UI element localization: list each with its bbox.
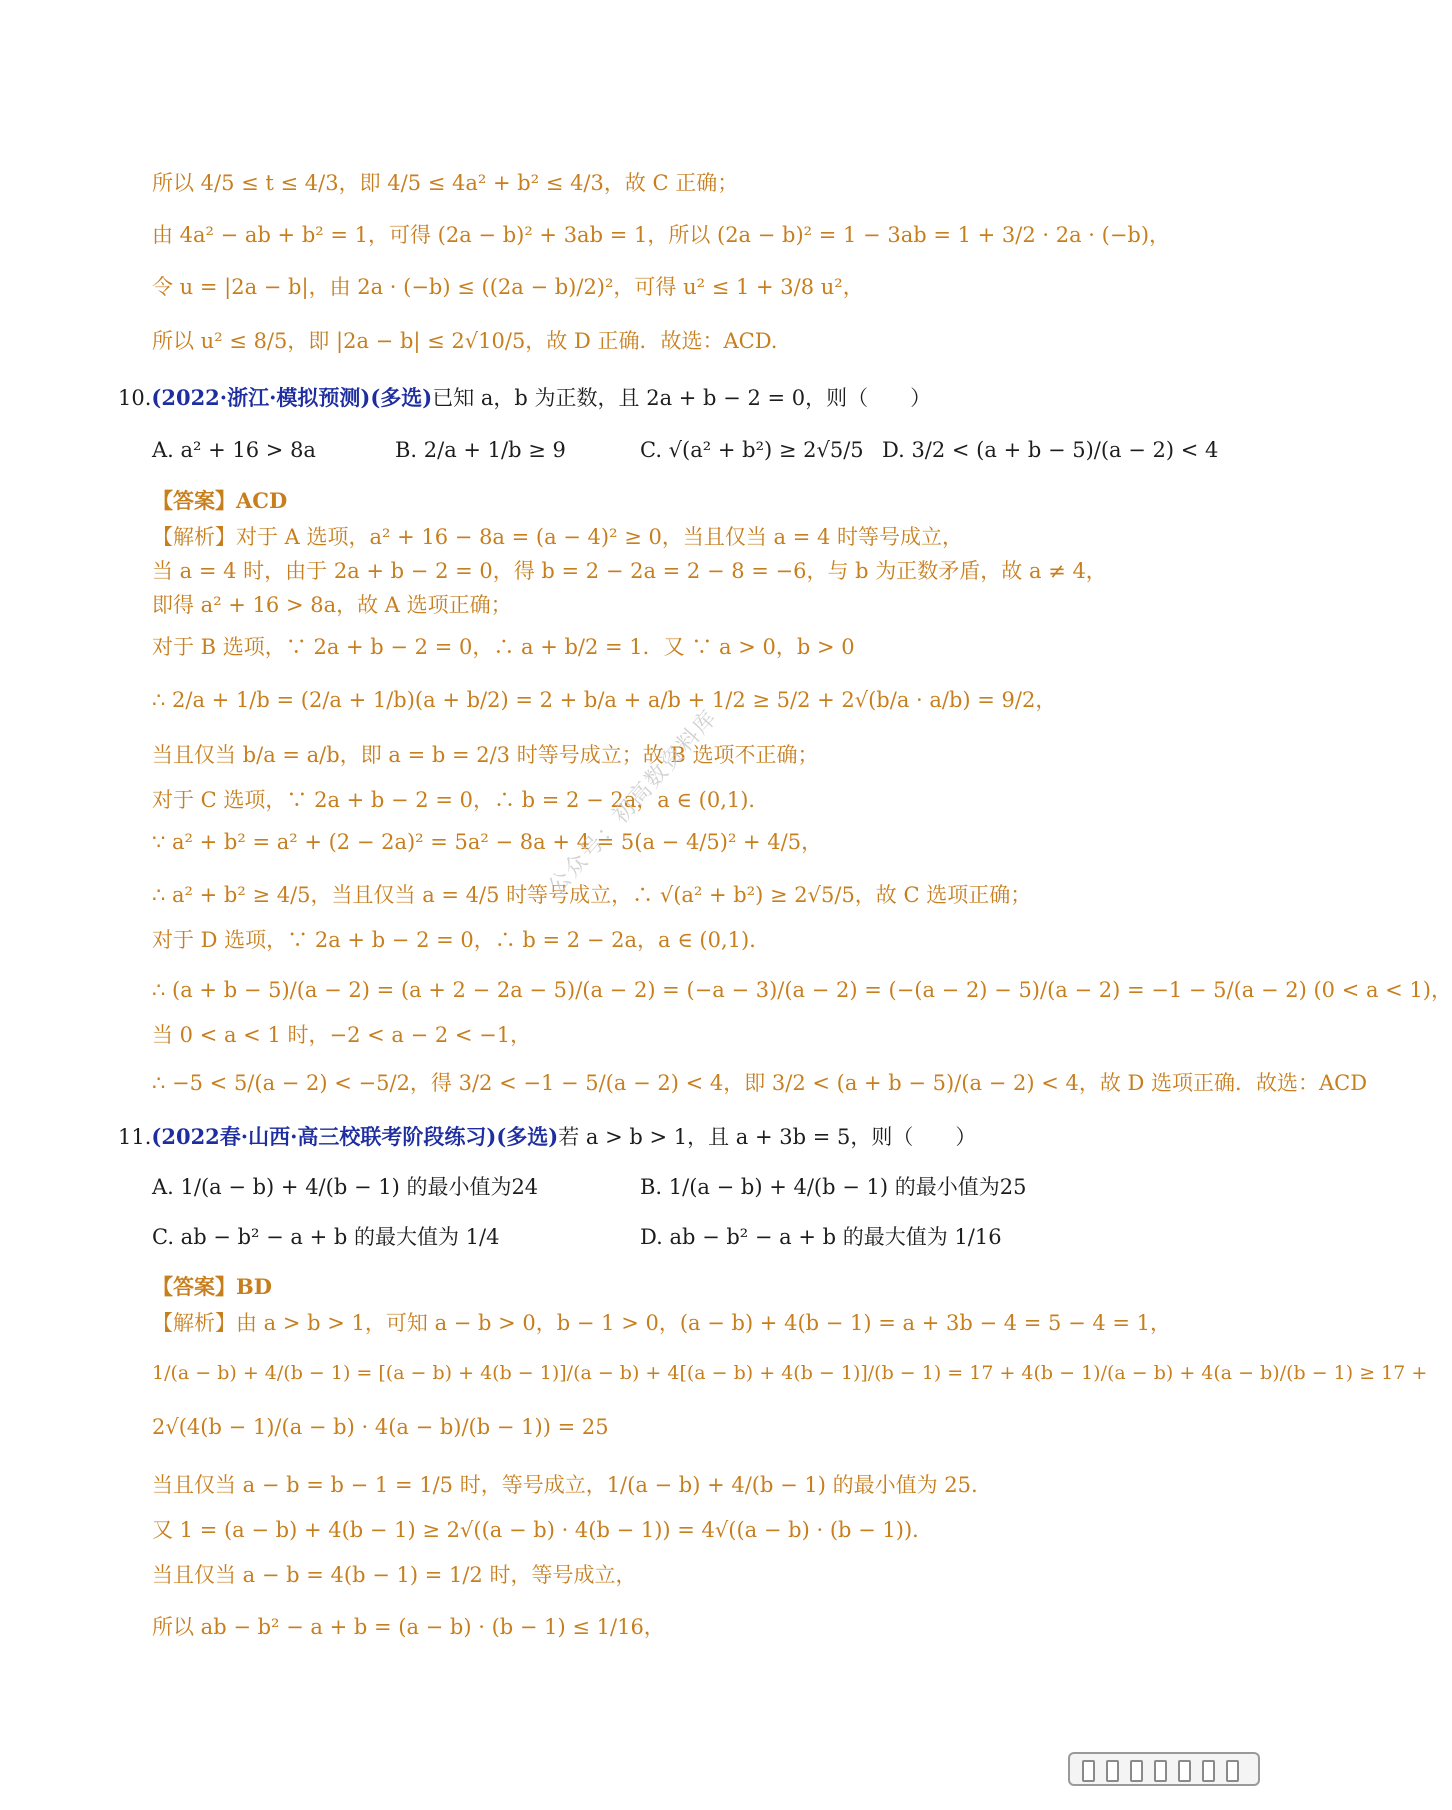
question-10-stem: [118, 383, 931, 413]
question-10-option-a: A. a² + 16 > 8a: [152, 438, 316, 462]
question-11-number: 11.: [118, 1125, 152, 1149]
question-10-source: (2022·浙江·模拟预测): [151, 385, 371, 410]
indicator-bar-icon: [1226, 1760, 1239, 1782]
question-11-stem: [118, 1122, 976, 1152]
q11-analysis-6: 当且仅当 a − b = 4(b − 1) = 1/2 时，等号成立，: [152, 1563, 637, 1587]
indicator-bar-icon: [1154, 1760, 1167, 1782]
question-11-source: (2022春·山西·高三校联考阶段练习): [151, 1124, 497, 1149]
q10-analysis-6: 当且仅当 b/a = a/b，即 a = b = 2/3 时等号成立；故 B 选项不正确；: [152, 743, 819, 767]
indicator-bar-icon: [1202, 1760, 1215, 1782]
prev-line-3: 令 u = |2a − b|，由 2a · (−b) ≤ ((2a − b)/2)²，可得 u² ≤ 1 + 3/8 u²，: [152, 275, 864, 299]
question-10-text: 已知 a，b 为正数，且 2a + b − 2 = 0，则（ ）: [432, 386, 932, 410]
question-11-option-d: D. ab − b² − a + b 的最大值为 1/16: [640, 1225, 1002, 1249]
indicator-bar-icon: [1178, 1760, 1191, 1782]
q11-analysis-1: 【解析】由 a > b > 1，可知 a − b > 0，b − 1 > 0，(a − b) + 4(b − 1) = a + 3b − 4 = 5 − 4 = 1，: [152, 1311, 1172, 1335]
question-11-text: 若 a > b > 1，且 a + 3b = 5，则（ ）: [558, 1125, 977, 1149]
q10-analysis-4: 对于 B 选项，∵ 2a + b − 2 = 0，∴ a + b/2 = 1．又 ∵ a > 0，b > 0: [152, 635, 855, 659]
q10-analysis-7: 对于 C 选项，∵ 2a + b − 2 = 0，∴ b = 2 − 2a，a ∈ (0,1)．: [152, 788, 770, 812]
question-11-option-c: C. ab − b² − a + b 的最大值为 1/4: [152, 1225, 500, 1249]
prev-line-4: 所以 u² ≤ 8/5，即 |2a − b| ≤ 2√10/5，故 D 正确．故选：ACD.: [152, 329, 778, 353]
question-11-option-b: B. 1/(a − b) + 4/(b − 1) 的最小值为25: [640, 1175, 1027, 1199]
question-10-option-b: B. 2/a + 1/b ≥ 9: [395, 438, 566, 462]
indicator-bar-icon: [1082, 1760, 1095, 1782]
question-11-answer: 【答案】BD: [152, 1274, 272, 1299]
question-10-number: 10.: [118, 386, 152, 410]
q10-analysis-10: 对于 D 选项，∵ 2a + b − 2 = 0，∴ b = 2 − 2a，a ∈ (0,1)．: [152, 928, 771, 952]
indicator-bar-icon: [1106, 1760, 1119, 1782]
q10-analysis-11: ∴ (a + b − 5)/(a − 2) = (a + 2 − 2a − 5)/(a − 2) = (−a − 3)/(a − 2) = (−(a − 2) − 5)/(a − 2) = −1 − 5/(a − 2) (0 < a < 1)，: [152, 978, 1452, 1002]
question-11-type: (多选): [496, 1124, 559, 1149]
question-10-type: (多选): [370, 385, 433, 410]
question-10-answer: 【答案】ACD: [152, 488, 288, 513]
q10-analysis-8: ∵ a² + b² = a² + (2 − 2a)² = 5a² − 8a + 4 = 5(a − 4/5)² + 4/5，: [152, 830, 823, 854]
q10-analysis-3: 即得 a² + 16 > 8a，故 A 选项正确；: [152, 593, 512, 617]
watermark: 公众号：初高数资料库: [543, 704, 723, 901]
question-10-option-c: C. √(a² + b²) ≥ 2√5/5: [640, 438, 864, 462]
q10-analysis-12: 当 0 < a < 1 时，−2 < a − 2 < −1，: [152, 1023, 532, 1047]
q10-analysis-1: 【解析】对于 A 选项，a² + 16 − 8a = (a − 4)² ≥ 0，当且仅当 a = 4 时等号成立，: [152, 525, 964, 549]
scroll-indicator-widget[interactable]: [1068, 1752, 1260, 1786]
q10-analysis-13: ∴ −5 < 5/(a − 2) < −5/2，得 3/2 < −1 − 5/(a − 2) < 4，即 3/2 < (a + b − 5)/(a − 2) < 4，故 D 选项正确．故选：ACD: [152, 1071, 1368, 1095]
prev-line-1: 所以 4/5 ≤ t ≤ 4/3，即 4/5 ≤ 4a² + b² ≤ 4/3，故 C 正确；: [152, 171, 739, 195]
q10-analysis-2: 当 a = 4 时，由于 2a + b − 2 = 0，得 b = 2 − 2a = 2 − 8 = −6，与 b 为正数矛盾，故 a ≠ 4，: [152, 559, 1107, 583]
prev-line-2: 由 4a² − ab + b² = 1，可得 (2a − b)² + 3ab = 1，所以 (2a − b)² = 1 − 3ab = 1 + 3/2 · 2a · (−b)，: [152, 223, 1171, 247]
question-11-option-a: A. 1/(a − b) + 4/(b − 1) 的最小值为24: [152, 1175, 539, 1199]
q11-analysis-3: 2√(4(b − 1)/(a − b) · 4(a − b)/(b − 1)) = 25: [152, 1415, 609, 1439]
q11-analysis-2: 1/(a − b) + 4/(b − 1) = [(a − b) + 4(b − 1)]/(a − b) + 4[(a − b) + 4(b − 1)]/(b − 1) = 17 + 4(b − 1)/(a − b) + 4(a − b)/(b − 1) ≥ 17 +: [152, 1362, 1428, 1384]
q10-analysis-9: ∴ a² + b² ≥ 4/5，当且仅当 a = 4/5 时等号成立，∴ √(a² + b²) ≥ 2√5/5，故 C 选项正确；: [152, 883, 1032, 907]
q11-analysis-7: 所以 ab − b² − a + b = (a − b) · (b − 1) ≤ 1/16，: [152, 1615, 665, 1639]
question-10-option-d: D. 3/2 < (a + b − 5)/(a − 2) < 4: [882, 438, 1219, 462]
q11-analysis-5: 又 1 = (a − b) + 4(b − 1) ≥ 2√((a − b) · 4(b − 1)) = 4√((a − b) · (b − 1))．: [152, 1518, 934, 1542]
q10-analysis-5: ∴ 2/a + 1/b = (2/a + 1/b)(a + b/2) = 2 + b/a + a/b + 1/2 ≥ 5/2 + 2√(b/a · a/b) = 9/2，: [152, 688, 1057, 712]
indicator-bar-icon: [1130, 1760, 1143, 1782]
q11-analysis-4: 当且仅当 a − b = b − 1 = 1/5 时，等号成立，1/(a − b) + 4/(b − 1) 的最小值为 25.: [152, 1473, 978, 1497]
